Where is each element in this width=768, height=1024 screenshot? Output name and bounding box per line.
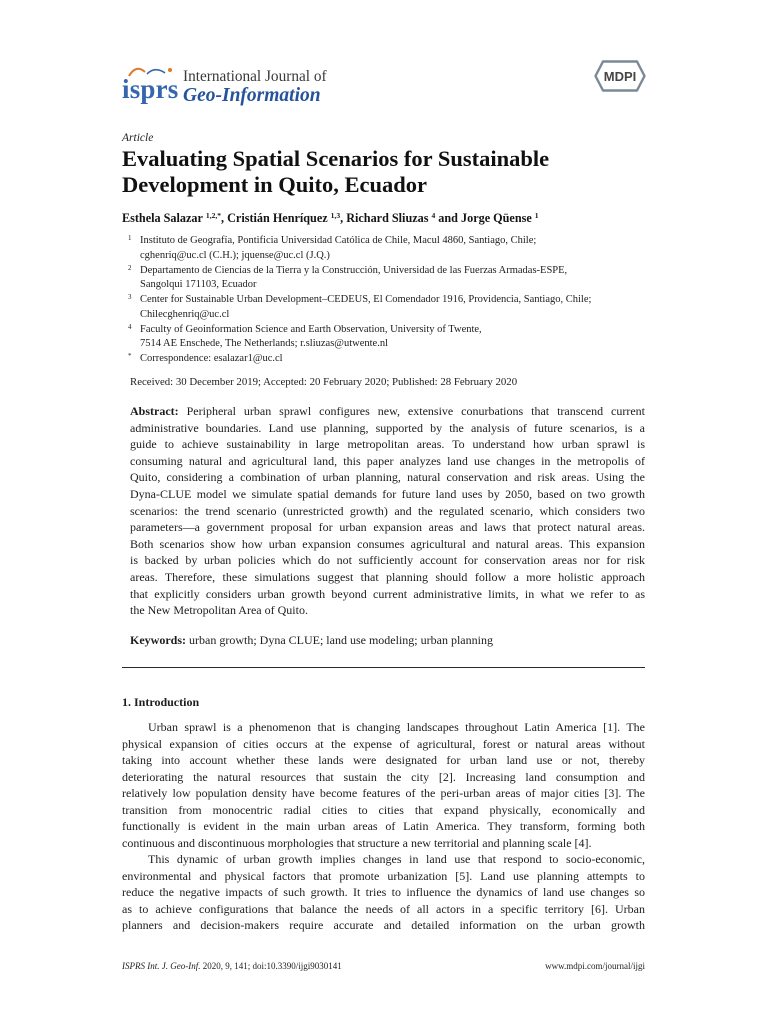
journal-name-line1: International Journal of: [183, 68, 327, 85]
affiliation-number: 2: [128, 263, 132, 272]
abstract-line: scenarios: the trend scenario (unrestricted growth) and the regulated scenario, which considers two: [130, 503, 645, 518]
footer-citation: [122, 961, 342, 972]
abstract-line: consuming natural and agricultural land, this paper analyzes land use changes in the metropolis of: [130, 453, 645, 468]
intro-line: functionally is evident in the main urban areas of Latin America. They transform, forming both: [122, 819, 645, 833]
author-separator: ,: [340, 211, 344, 225]
paragraph: [122, 719, 645, 851]
correspondence: [128, 352, 591, 367]
intro-line: Urban sprawl is a phenomenon that is changing landscapes throughout Latin America [1]. The: [148, 720, 645, 734]
author-separator: ,: [221, 211, 225, 225]
intro-line: transition from monocentric radial cities to cities that expand physically, economically and: [122, 802, 645, 817]
intro-line: planners and decision-makers require accurate and detailed information on the urban growth: [122, 918, 645, 932]
page-title: Evaluating Spatial Scenarios for Sustainable Development in Quito, Ecuador: [122, 146, 550, 197]
affiliation-text: cghenriq@uc.cl (C.H.); jquense@uc.cl (J.Q.): [140, 249, 330, 261]
affiliation-text: Center for Sustainable Urban Development–CEDEUS, El Comendador 1916, Providencia, Santiago, Chile;: [140, 294, 592, 305]
affiliation-2: [128, 264, 591, 294]
abstract-line: [130, 403, 645, 420]
abstract-line: the New Metropolitan Area of Quito.: [130, 603, 308, 618]
affiliation-number: 3: [128, 293, 132, 301]
affiliation-text: Faculty of Geoinformation Science and Earth Observation, University of Twente,: [140, 323, 482, 335]
mdpi-logo-text: MDPI: [603, 69, 637, 84]
abstract-label: Abstract:: [130, 404, 179, 418]
footer-doi: 2020, 9, 141; doi:10.3390/ijgi9030141: [202, 961, 342, 971]
keywords: [130, 632, 493, 649]
affiliations: [128, 234, 591, 367]
affiliation-4: [128, 323, 591, 353]
mdpi-hexagon-icon: [593, 59, 647, 93]
affiliation-text: 7514 AE Enschede, The Netherlands; r.sliuzas@utwente.nl: [140, 338, 389, 350]
abstract-line: guide to achieve sustainability in large metropolitan areas. To understand how urban sprawl is: [130, 437, 645, 452]
intro-line: reduce the negative impacts of such growth. It tries to influence the dynamics of land use changes so: [122, 885, 645, 899]
footer-journal: ISPRS Int. J. Geo-Inf.: [122, 961, 201, 971]
author-name: Richard Sliuzas: [346, 211, 429, 225]
author-name: Jorge Qüense: [461, 211, 532, 225]
author-name: Esthela Salazar: [122, 211, 203, 225]
article-type: Article: [122, 132, 154, 144]
introduction-body: [122, 719, 645, 934]
correspondence-text: Correspondence: esalazar1@uc.cl: [140, 353, 283, 364]
section-heading: 1. Introduction: [122, 695, 200, 709]
abstract-line: Quito, considering a combination of urban planning, natural conservation and risk areas. Using the: [130, 470, 645, 485]
intro-line: physical expansion of cities occurs at the expense of agricultural, forest or natural areas without: [122, 736, 645, 751]
keywords-text: urban growth; Dyna CLUE; land use modeling; urban planning: [189, 633, 493, 647]
abstract-line: Dyna-CLUE model we simulate spatial demands for future land uses by 2050, based on two growth: [130, 486, 645, 501]
intro-line: as to achieve configurations that balance the needs of all actors in a specific territory [6]. Urban: [122, 901, 645, 916]
isprs-logo: [120, 60, 184, 108]
journal-name-line2: Geo-Information: [183, 85, 321, 106]
affiliation-3: [128, 293, 591, 323]
abstract-line: areas. Therefore, these simulations suggest that planning should follow a more holistic approach: [130, 569, 645, 584]
author-affiliation-marks: 1,2,*: [205, 211, 222, 221]
affiliation-1: [128, 234, 591, 264]
affiliation-number: 1: [128, 234, 132, 242]
paragraph: [122, 851, 645, 934]
affiliation-text: Chilecghenriq@uc.cl: [140, 308, 230, 320]
intro-line: continuous and discontinuous morphologies that structure a new territorial and planning scale [4].: [122, 835, 592, 850]
affiliation-number: 4: [128, 322, 132, 331]
author-affiliation-marks: 1: [534, 211, 539, 221]
section-divider: [122, 667, 645, 668]
mdpi-logo: [593, 59, 647, 93]
abstract-line: is backed by urban policies which do not sufficiently account for conservation areas nor for risk: [130, 553, 645, 568]
author-name: Cristián Henríquez: [227, 211, 328, 225]
affiliation-number: *: [128, 352, 132, 360]
intro-line: This dynamic of urban growth implies changes in land use that respond to socio-economic,: [148, 852, 645, 866]
abstract-line: administrative boundaries. Land use planning, supported by the analysis of future scenarios, is a: [130, 420, 645, 435]
affiliation-text: Sangolqui 171103, Ecuador: [140, 279, 257, 291]
author-affiliation-marks: 4: [431, 211, 436, 221]
abstract: [130, 403, 645, 619]
publication-history: Received: 30 December 2019; Accepted: 20 February 2020; Published: 28 February 2020: [130, 376, 518, 388]
affiliation-text: Instituto de Geografía, Pontificia Universidad Católica de Chile, Macul 4860, Santiago, Chile;: [140, 235, 537, 246]
keywords-label: Keywords:: [130, 633, 186, 647]
abstract-text: Peripheral urban sprawl configures new, extensive conurbations that transcend current: [186, 404, 646, 418]
author-list: [122, 210, 539, 226]
intro-line: taking into account whether these lands were designated for urban land use or not, thereby: [122, 753, 645, 767]
emblem-dot: [168, 68, 172, 72]
author-separator: and: [438, 211, 458, 225]
affiliation-text: Departamento de Ciencias de la Tierra y la Construcción, Universidad de las Fuerzas Armadas-ESPE,: [140, 264, 568, 276]
intro-line: environmental and physical factors that promote urbanization [5]. Land use planning attempts to: [122, 868, 645, 883]
footer-url: www.mdpi.com/journal/ijgi: [545, 961, 645, 971]
abstract-line: parameters—a government proposal for urban expansion areas and laws that protect natural areas.: [130, 520, 645, 535]
abstract-line: that explicitly considers urban growth beyond current administrative limits, in what we refer to as: [130, 586, 645, 601]
author-affiliation-marks: 1,3: [330, 211, 341, 221]
abstract-line: Both scenarios show how urban expansion consumes agricultural and natural areas. This expansion: [130, 536, 645, 551]
intro-line: deteriorating the natural resources that sustain the city [2]. Increasing land consumption and: [122, 769, 645, 784]
intro-line: relatively low population density have become features of the peri-urban areas of major cities [3]. The: [122, 786, 645, 800]
isprs-logo-text: isprs: [122, 74, 179, 104]
